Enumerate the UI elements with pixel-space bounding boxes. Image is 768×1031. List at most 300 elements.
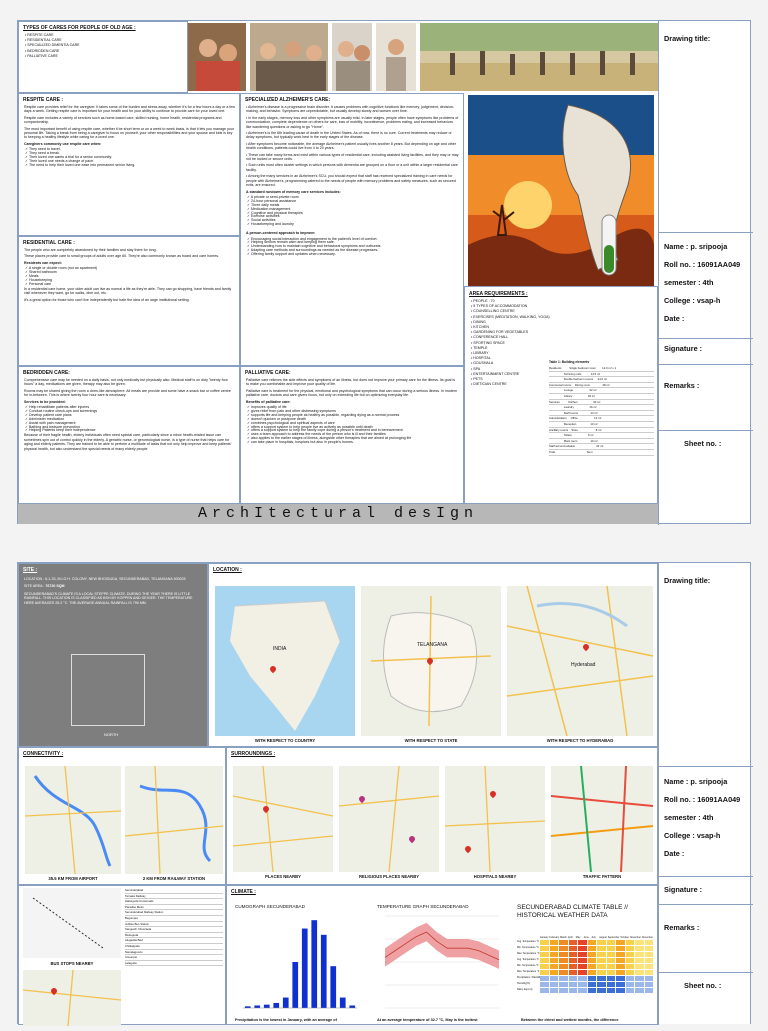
- sheet-2: [17, 562, 751, 1024]
- signature-label-2: Signature :: [664, 885, 703, 894]
- memory-care-item: ✓ Social activities: [247, 218, 276, 223]
- climate-month-header: January: [540, 936, 549, 939]
- climate-cell: [550, 958, 559, 963]
- climate-cell: [550, 964, 559, 969]
- state-map-label: TELANGANA: [417, 642, 448, 648]
- climate-cell: [626, 952, 635, 957]
- area-table-row: Residents Single bedroom room 12.0 m² x 1: [549, 366, 654, 372]
- bus-stop-row: Habsiguda Crossroads: [125, 899, 223, 905]
- area-requirement-item: • GOUSHALA: [471, 361, 494, 366]
- alzheimer-paragraph: • These can take many forms and exist within various types of residential care, including assisted living facilities, and they may or may not be locked or secure units.: [246, 152, 459, 162]
- climate-cell: [559, 976, 568, 981]
- climate-table-row: [517, 982, 653, 987]
- area-requirement-item: • COUNSELLING CENTRE: [471, 309, 515, 314]
- bedridden-item: ✓ Help rehabilitate patients after injuries: [25, 405, 90, 410]
- semester: semester : 4th: [664, 278, 714, 287]
- climate-cell: [550, 952, 559, 957]
- area-requirement-item: • DIETICIAN CENTRE: [471, 382, 507, 387]
- climate-cell: [559, 982, 568, 987]
- bus-stop-row: Mettuguda: [125, 933, 223, 939]
- climate-table-row: [517, 970, 653, 975]
- precipitation-bar: [273, 1003, 279, 1008]
- sheet-no-cell-2: [659, 973, 753, 1025]
- climate-cell: [616, 946, 625, 951]
- religious-map: [339, 766, 439, 872]
- climate-cell: [616, 988, 625, 993]
- climate-cell: [645, 988, 654, 993]
- alzheimer-paragraph: • Among the many services in an Alzheimer's SCU, you should expect that staff has received specialized training in care needs for people with Alzheimer's, programming catered to the needs of people with memory problems and safety measures, such as secured exits, are ensured.: [246, 174, 456, 188]
- bedridden-text-1: Comprehensive care may be needed on a daily basis, not only medically but physically also. Medical staff is on duty "twenty four hours" a day, medications are given, therapy may also be given.: [24, 378, 228, 387]
- bedridden-item: ✓ Helping Patients keep their independence: [25, 428, 96, 433]
- area-table-row: Administration Office 12 m²: [549, 416, 654, 422]
- bus-stops-table: [125, 888, 223, 966]
- person-centered-item: ✓ Helping seniors remain calm and keeping them safe.: [247, 240, 335, 245]
- climate-cell: [626, 958, 635, 963]
- climate-cell: [588, 940, 597, 945]
- climate-cell: [635, 958, 644, 963]
- alzheimer-paragraph: • Such units most often cluster settings in which persons with dementia are grouped on a floor or a unit within a larger residential care facility.: [246, 163, 458, 172]
- climate-cell: [626, 970, 635, 975]
- respite-item: ✓ Their loved one needs a change of pace.: [25, 158, 95, 163]
- area-table-row: Services Kitchen 40 m²: [549, 400, 654, 406]
- climate-cell: [607, 946, 616, 951]
- residential-item: ✓ Shared bathroom: [25, 270, 57, 275]
- climate-cell: [645, 958, 654, 963]
- bedridden-item: ✓ Develop patient care plans: [25, 412, 72, 417]
- remarks-label: Remarks :: [664, 381, 700, 390]
- bus-stop-row: Begumpet: [125, 916, 223, 922]
- climate-cell: [635, 976, 644, 981]
- bus-stop-row: Paradise Metro: [125, 905, 223, 911]
- area-title: AREA REQUIREMENTS :: [469, 291, 528, 297]
- climate-table-row: [517, 976, 653, 981]
- climate-cell: [597, 958, 606, 963]
- cumograph-chart: [235, 912, 361, 1016]
- climate-row-label: Avg. Temperature °F: [517, 958, 539, 961]
- site-location: [24, 577, 203, 581]
- area-requirement-item: • 5 TYPES OF ACCOMMODATION: [471, 304, 528, 309]
- climate-cell: [540, 976, 549, 981]
- site-area-label: SITE AREA :: [24, 584, 45, 589]
- bedridden-title: BEDRIDDEN CARE:: [23, 370, 70, 376]
- palliative-benefit-item: ✓ also applies to the earlier stages of illness, alongside other therapies that are aimed at prolonging life: [247, 436, 412, 441]
- residential-item: ✓ Meals: [25, 274, 39, 279]
- palliative-benefit-item: ✓ offers a support system to help the family cope during a person's treatment and in bereavement: [247, 428, 403, 433]
- climate-cell: [635, 988, 644, 993]
- climate-cell: [578, 940, 587, 945]
- care-type-item: • RESIDENTIAL CARE: [25, 38, 62, 43]
- residential-text-1: The people who are completely abandoned by their families and stay there for long.: [24, 248, 157, 252]
- bus-stop-row: Secunderabad: [125, 888, 223, 894]
- area-table-row: Reception 10 m²: [549, 422, 654, 428]
- palliative-benefit-item: ✓ supports life and keeping people as healthy as possible, regarding dying as a normal process: [247, 412, 400, 417]
- precipitation-bar: [292, 962, 298, 1008]
- caption-hyderabad: WITH RESPECT TO HYDERABAD: [546, 738, 614, 743]
- types-title: TYPES OF CARES FOR PEOPLE OF OLD AGE :: [23, 25, 136, 31]
- bus-stop-row: Secunderabad Railway Station: [125, 910, 223, 916]
- date-label-2: Date :: [664, 849, 685, 858]
- alzheimer-paragraph: • Alzheimer's disease is a progressive brain disorder. It causes problems with cognitive functions like memory, judgement, decision-making, and behavior. Symptoms are unpredictable, but usually develop slowly and worsen over time.: [246, 105, 455, 114]
- bus-stop-row: Ameerpet: [125, 955, 223, 961]
- bedridden-item: ✓ Conduct routine check-ups and screenings: [25, 408, 98, 413]
- climate-month-header: August: [599, 936, 607, 939]
- connectivity-panel: [18, 747, 226, 885]
- palliative-panel: [240, 366, 464, 504]
- bus-stops-map: [23, 888, 121, 958]
- airport-route-map: [25, 766, 121, 874]
- climate-cell: [616, 982, 625, 987]
- site-description: SECUNDERABAD'S CLIMATE IS A LOCAL STEPPE CLIMATE. DURING THE YEAR THERE IS LITTLE RAINFALL. THIS LOCATION IS CLASSIFIED AS BSH BY KOPPEN AND GEIGER. THE TEMPERATURE HERE AVERAGES 26.2 °C. THE AVERAGE ANNUAL RAINFALL IS 790 MM.: [24, 591, 193, 605]
- caption-religious: RELIGIOUS PLACES NEARBY: [358, 874, 420, 879]
- area-table: [549, 360, 654, 456]
- climate-cell: [645, 952, 654, 957]
- alzheimer-panel: [240, 93, 464, 366]
- area-requirement-item: • EXERCISES (MEDITATION, WALKING, YOGA): [471, 314, 550, 319]
- area-table-row: Twinning units 14.5 m²: [549, 372, 654, 378]
- climate-cell: [588, 964, 597, 969]
- cumograph-note: Precipitation is the lowest in January, with an average of: [235, 1018, 337, 1022]
- climate-cell: [540, 946, 549, 951]
- respite-panel: [18, 93, 240, 236]
- climate-table: [517, 936, 653, 993]
- respite-item: ✓ They need to travel.: [25, 147, 61, 152]
- climate-cell: [607, 940, 616, 945]
- climate-cell: [645, 946, 654, 951]
- site-area: [24, 584, 203, 588]
- site-area-value: 76720 SQM: [45, 584, 65, 589]
- drawing-title-label: Drawing title:: [664, 34, 711, 43]
- precipitation-bar: [321, 935, 327, 1008]
- area-table-row: Staff accommodation 24 m²: [549, 444, 654, 450]
- bus-stops-panel: [18, 885, 226, 1025]
- drawing-title-cell: [659, 21, 753, 233]
- climate-panel: [226, 885, 658, 1025]
- climate-month-header: July: [591, 936, 596, 939]
- palliative-text-1: Palliative care relieves the side effects and symptoms of an illness, but does not improve your primary care for the illness. Its goal is to make you comfortable and improve your quality of life.: [246, 378, 456, 387]
- person-centered-item: ✓ Adapting care methods and surroundings as needed as the disease progresses.: [247, 248, 379, 253]
- precipitation-bar: [302, 929, 308, 1008]
- site-title: SITE :: [23, 567, 38, 573]
- residential-list: [19, 267, 239, 287]
- climate-cell: [597, 940, 606, 945]
- climate-cell: [597, 970, 606, 975]
- respite-text-2: Respite care includes a variety of services such as home-based care, skilled nursing, home health, residential programs and companionship.: [24, 115, 222, 125]
- climate-month-header: June: [583, 936, 589, 939]
- climate-cell: [626, 964, 635, 969]
- bus-stop-row: Namalagundu: [125, 950, 223, 956]
- care-type-item: • RESPITE CARE: [25, 33, 54, 37]
- climate-cell: [569, 964, 578, 969]
- precipitation-bar: [264, 1005, 270, 1008]
- alzheimer-list-2: [241, 238, 463, 258]
- climate-cell: [559, 946, 568, 951]
- remarks-label-2: Remarks :: [664, 923, 700, 932]
- title-block-1: [658, 21, 752, 525]
- alzheimer-paragraphs: [241, 105, 463, 188]
- alzheimer-list-1: [241, 196, 463, 227]
- temperature-note: At an average temperature of 32.7 °C, May is the hottest: [377, 1018, 478, 1022]
- climate-table-title: SECUNDERABAD CLIMATE TABLE // HISTORICAL WEATHER DATA: [517, 904, 628, 919]
- bus-stop-row: Alugadda Bavi: [125, 938, 223, 944]
- precipitation-bar: [349, 1005, 355, 1008]
- caption-bus-stops: BUS STOPS NEARBY: [50, 961, 94, 966]
- precipitation-bar: [311, 920, 317, 1008]
- climate-month-header: September: [607, 936, 620, 939]
- precipitation-bar: [330, 966, 336, 1008]
- climate-cell: [588, 982, 597, 987]
- area-table-row: Plant room 10 m²: [549, 439, 654, 445]
- climate-row-label: Rainy days (d): [517, 988, 533, 991]
- climate-cell: [569, 940, 578, 945]
- climate-cell: [626, 940, 635, 945]
- railway-route-map: [125, 766, 223, 874]
- climate-cell: [607, 976, 616, 981]
- residential-text-3: In a residential care home, your older adult can live as normal a life as they're able. They can go shopping, have friends and family visit whenever they want, go for walks, dine out, etc.: [24, 286, 232, 296]
- person-centered-item: ✓ Offering family support and updates when necessary.: [247, 252, 336, 257]
- climate-table-row: [517, 988, 653, 993]
- caption-traffic: TRAFFIC PATTERN: [582, 874, 622, 879]
- climate-cell: [607, 970, 616, 975]
- residential-title: RESIDENTIAL CARE :: [23, 240, 75, 246]
- climate-cell: [540, 988, 549, 993]
- precipitation-bar: [283, 998, 289, 1008]
- area-table-row: Toilets 6 m²: [549, 433, 654, 439]
- climate-cell: [597, 952, 606, 957]
- climate-title: CLIMATE :: [231, 889, 256, 895]
- area-requirement-item: • DINING: [471, 319, 486, 324]
- palliative-benefit-item: ✓ offers a support system to help people live as actively as possible until death: [247, 424, 373, 429]
- climate-cell: [540, 982, 549, 987]
- climate-cell: [540, 970, 549, 975]
- memory-care-item: ✓ A private or semi-private room: [247, 194, 299, 199]
- climate-cell: [550, 970, 559, 975]
- climate-cell: [616, 970, 625, 975]
- state-map: [361, 586, 501, 736]
- cumograph-title: CUMOGRAPH SECUNDERABAD: [235, 904, 305, 909]
- area-requirement-item: • SPORTING SPACE: [471, 340, 505, 345]
- climate-cell: [569, 946, 578, 951]
- area-requirement-item: • CONFERENCE HALL: [471, 335, 509, 340]
- bus-stop-row: Chilkalguda: [125, 944, 223, 950]
- climate-table-header: [517, 936, 653, 939]
- climate-cell: [588, 976, 597, 981]
- alzheimer-paragraph: • In the early stages, memory loss and other symptoms are usually mild. In later stages, people often have symptoms like problems of communication, complete dependence on others for care, loss of mobility, incontinence, problems eating, and increased behaviors like wandering questions or asking to go "Home".: [246, 115, 459, 129]
- bedridden-panel: [18, 366, 240, 504]
- caption-airport: 35.5 KM FROM AIRPORT: [48, 876, 98, 881]
- caption-country: WITH RESPECT TO COUNTRY: [254, 738, 316, 743]
- climate-cell: [550, 976, 559, 981]
- climate-table-row: [517, 964, 653, 969]
- sheet-1: [17, 20, 751, 524]
- signature-cell: [659, 339, 753, 365]
- drawing-title-cell-2: [659, 563, 753, 767]
- surroundings-title: SURROUNDINGS :: [231, 751, 276, 757]
- respite-item: ✓ Their loved one wants a trial for a senior community.: [25, 155, 112, 160]
- bus-stop-row: Sangeeth Chowrasta: [125, 927, 223, 933]
- climate-row-label: Avg. Temperature °C: [517, 940, 540, 943]
- area-requirement-item: • ENTERTAINMENT CENTRE: [471, 371, 520, 376]
- climate-cell: [635, 952, 644, 957]
- places-map: [233, 766, 333, 872]
- memory-care-item: ✓ 24-hour personal assistance: [247, 198, 297, 203]
- climate-cell: [550, 988, 559, 993]
- climate-cell: [578, 970, 587, 975]
- climate-cell: [626, 982, 635, 987]
- palliative-benefit-item: ✓ gives relief from pain and other distressing symptoms: [247, 408, 336, 413]
- climate-cell: [607, 964, 616, 969]
- area-table-row: Library 18 m²: [549, 394, 654, 400]
- city-map: [507, 586, 653, 736]
- care-type-item: • SPECIALIZED DIMENTIA CARE: [25, 43, 80, 48]
- area-requirement-item: • HOSPITAL: [471, 356, 491, 361]
- area-requirement-item: • GARDENING FOR VEGETABLES: [471, 330, 529, 335]
- climate-cell: [616, 940, 625, 945]
- memory-care-item: ✓ Medication management: [247, 206, 291, 211]
- caption-hospitals: HOSPITALS NEARBY: [473, 874, 517, 879]
- climate-table-row: [517, 946, 653, 951]
- bus-stop-row: Jubilee Bus Station: [125, 922, 223, 928]
- site-plot-outline: [71, 654, 145, 726]
- climate-cell: [616, 976, 625, 981]
- care-type-item: • BEDRIDDEN CARE: [25, 48, 60, 53]
- climate-cell: [607, 988, 616, 993]
- palliative-title: PALLIATIVE CARE:: [245, 370, 291, 376]
- climate-cell: [550, 946, 559, 951]
- area-table-rows: [549, 366, 654, 456]
- bus-stop-row: Tarnaka Railway: [125, 894, 223, 900]
- sheet-no-label: Sheet no. :: [684, 439, 722, 448]
- date-label: Date :: [664, 314, 685, 323]
- climate-row-label: Precipitation / Rainfall: [517, 976, 541, 979]
- climate-cell: [635, 982, 644, 987]
- area-table-row: Ancillary rooms Store 8 m²: [549, 428, 654, 434]
- area-requirement-item: • KITCHEN: [471, 325, 490, 330]
- climate-month-header: March: [560, 936, 567, 939]
- climate-cell: [540, 964, 549, 969]
- student-name: Name : p. sripooja: [664, 242, 728, 251]
- climate-cell: [635, 946, 644, 951]
- student-name-2: Name : p. sripooja: [664, 777, 728, 786]
- country-map: [215, 586, 355, 736]
- palliative-benefit-item: ✓ doesn't quicken or postpone death: [247, 416, 306, 421]
- roll-number: Roll no. : 16091AA049: [664, 260, 741, 269]
- respite-title: RESPITE CARE :: [23, 97, 64, 103]
- climate-cell: [597, 976, 606, 981]
- climate-cell: [626, 988, 635, 993]
- student-info-cell-2: [659, 767, 753, 877]
- bedridden-subtitle: Services to be provided:: [24, 399, 66, 404]
- types-list: [19, 33, 187, 59]
- palliative-benefit-item: ✓ uses a team approach to address the needs of the person who is ill and their families: [247, 432, 386, 437]
- memory-care-item: ✓ Three daily meals: [247, 202, 280, 207]
- climate-cell: [597, 964, 606, 969]
- respite-text-3: The most important benefit of using respite care, whether it be short term or on a week to week basis, is that it lets you manage your personal life. Taking a break from being a caregiver to focus on yourself, your other responsibilities and your spouse and kids is key to keeping a healthy lifestyle while caring for a loved one.: [24, 126, 234, 140]
- signature-cell-2: [659, 877, 753, 905]
- climate-cell: [645, 964, 654, 969]
- bedridden-text-3: Because of their fragile health, elderly individuals often need special care, particularly since a minor health-related issue can sometimes spin out of control quickly in the elderly. A geriatric nurse, or gerontological nurse, is a type of nurse that helps care for aging and elderly patients. They are trained to be able to perform a multitude of tasks that not only help improve and keep patients' physical health, but also understand the special needs of many elderly people: [24, 433, 232, 451]
- climate-cell: [559, 940, 568, 945]
- area-table-row: Staff rooms 14 m²: [549, 411, 654, 417]
- climate-cell: [588, 946, 597, 951]
- climate-cell: [569, 982, 578, 987]
- climate-cell: [559, 958, 568, 963]
- temperature-chart: [377, 912, 503, 1016]
- connectivity-title: CONNECTIVITY :: [23, 751, 64, 757]
- country-map-label: INDIA: [273, 646, 287, 652]
- area-requirement-item: • LIBRARY: [471, 351, 489, 356]
- climate-month-header: April: [567, 936, 573, 939]
- climate-header-blank: [517, 936, 539, 939]
- memory-care-item: ✓ Exercise activities: [247, 214, 280, 219]
- residential-item: ✓ A single or double room (not an apartment): [25, 266, 98, 271]
- alzheimer-subtitle-1: A standard rundown of memory care services includes:: [246, 189, 341, 194]
- palliative-text-2: Palliative care is treatment for the physical, emotional and psychological symptoms that can occur during a serious illness. In modern palliative care, doctors and care givers focus, not only on extending life but on optimizing everyday life.: [246, 388, 458, 398]
- climate-cell: [597, 988, 606, 993]
- climate-month-header: May: [575, 936, 581, 939]
- park-photo: [420, 23, 658, 91]
- climate-cell: [588, 988, 597, 993]
- climate-row-label: Min. Temperature °C: [517, 946, 539, 949]
- climate-cell: [645, 976, 654, 981]
- climate-cell: [645, 940, 654, 945]
- bus-area-map: [23, 970, 121, 1026]
- climate-row-label: Max. Temperature °C: [517, 952, 540, 955]
- area-requirement-item: • PETS: [471, 377, 483, 382]
- residential-subtitle: Residents can expect:: [24, 260, 62, 265]
- sheet-footer: ArchItectural desIgn: [18, 504, 658, 524]
- palliative-benefit-item: ✓ can take place in hospitals, hospices but also in people's homes.: [247, 440, 354, 445]
- respite-item: ✓ The need to help their loved one ease into permanent senior living.: [25, 162, 136, 167]
- climate-cell: [559, 970, 568, 975]
- elderly-photos: [188, 23, 416, 91]
- temperature-background: [377, 912, 503, 1016]
- palliative-benefit-item: ✓ combines psychological and spiritual aspects of care: [247, 420, 335, 425]
- climate-cell: [607, 952, 616, 957]
- palliative-benefit-item: ✓ improves quality of life: [247, 405, 287, 410]
- area-table-row: Laundry 16 m²: [549, 405, 654, 411]
- climate-cell: [569, 988, 578, 993]
- respite-list: [19, 148, 239, 168]
- temperature-title: TEMPERATURE GRAPH SECUNDERABAD: [377, 904, 469, 909]
- palliative-subtitle: Benefits of palliative care:: [246, 399, 291, 404]
- climate-row-label: Max. Temperature °F: [517, 970, 540, 973]
- climate-cell: [550, 982, 559, 987]
- person-centered-item: ✓ Understanding how to maintain cognitive and behavioral symptoms and outbursts.: [247, 244, 382, 249]
- north-label: NORTH: [104, 732, 119, 737]
- bedridden-list: [19, 406, 239, 433]
- area-requirement-item: • PEOPLE : 70: [471, 299, 495, 303]
- caption-state: WITH RESPECT TO STATE: [404, 738, 458, 743]
- area-panel: [464, 286, 658, 504]
- caption-places: PLACES NEARBY: [265, 874, 301, 879]
- climate-cell: [607, 958, 616, 963]
- climate-row-label: Humidity(%): [517, 982, 531, 985]
- climate-cell: [616, 958, 625, 963]
- climate-cell: [550, 940, 559, 945]
- climate-cell: [578, 982, 587, 987]
- remarks-cell: [659, 365, 753, 431]
- site-location-value: 6-1-33, M.I.G.H. COLONY, NEW BHOIGUDA, SECUNDERABAD, TELANGANA 500025: [45, 577, 186, 581]
- drawing-title-label-2: Drawing title:: [664, 576, 711, 585]
- climate-cell: [540, 952, 549, 957]
- student-info-cell: [659, 233, 753, 339]
- title-block-2: [658, 563, 752, 1025]
- climate-cell: [588, 958, 597, 963]
- climate-cell: [588, 970, 597, 975]
- residential-item: ✓ Housekeeping: [25, 277, 52, 282]
- climate-month-header: November: [629, 936, 641, 939]
- climate-cell: [569, 976, 578, 981]
